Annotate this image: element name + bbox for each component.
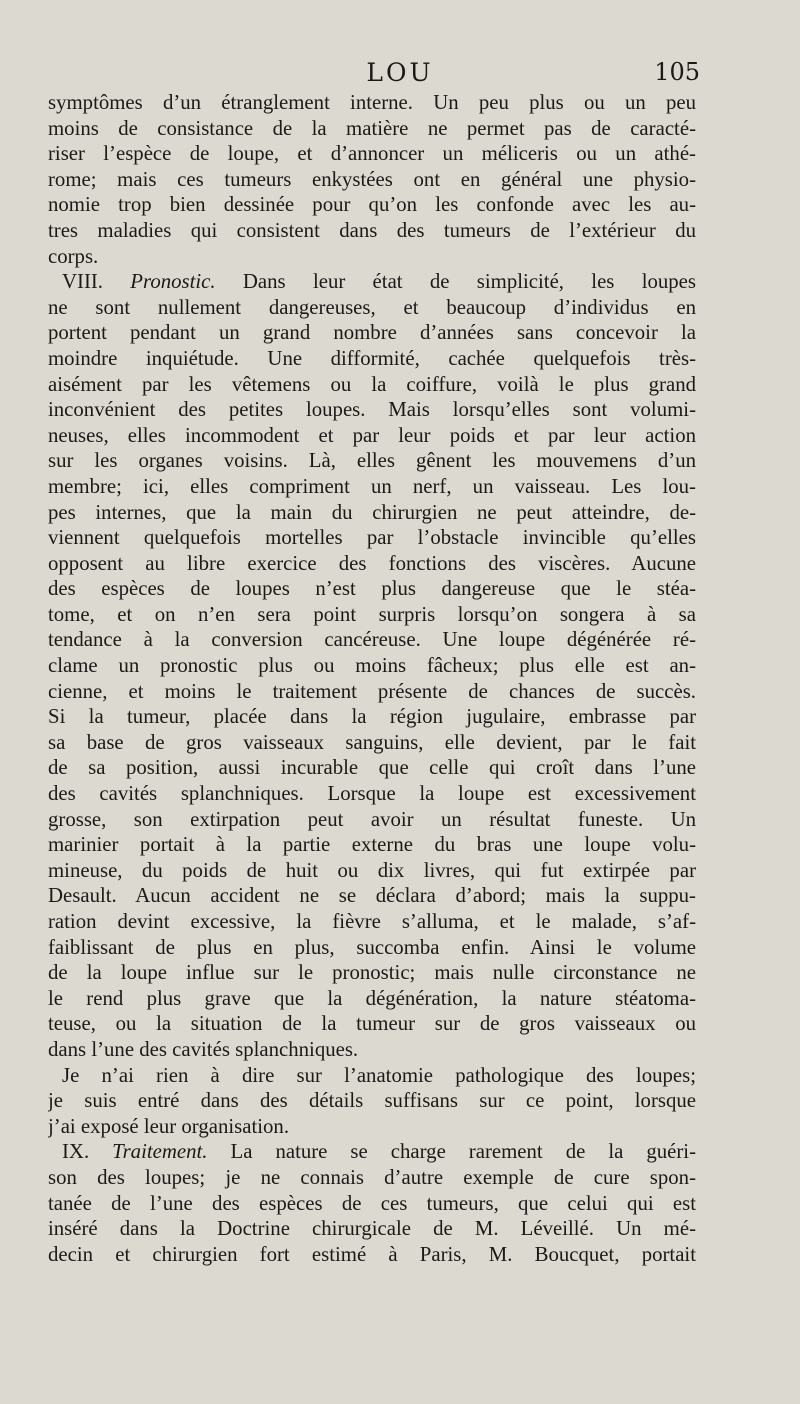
- text-line: faiblissant de plus en plus, succomba enfin. Ainsi le volume: [48, 935, 696, 959]
- text-line: teuse, ou la situation de la tumeur sur de gros vaisseaux ou: [48, 1012, 696, 1036]
- text-line: marinier portait à la partie externe du bras une loupe volu-: [48, 833, 696, 857]
- text-line: sur les organes voisins. Là, elles gênent les mouvemens d’un: [48, 449, 696, 473]
- text-line: Si la tumeur, placée dans la région jugulaire, embrasse par: [48, 705, 696, 729]
- section-heading-line: [48, 269, 696, 295]
- text-line: son des loupes; je ne connais d’autre exemple de cure spon-: [48, 1165, 696, 1189]
- text-fragment: Dans leur état de simplicité, les loupes: [242, 270, 696, 294]
- text-line: portent pendant un grand nombre d’années sans concevoir la: [48, 321, 696, 345]
- text-line: ration devint excessive, la fièvre s’alluma, et le malade, s’af-: [48, 910, 696, 933]
- text-line: de sa position, aussi incurable que celle qui croît dans l’une: [48, 756, 696, 780]
- text-line: des espèces de loupes n’est plus dangereuse que le stéa-: [48, 577, 696, 601]
- text-line: rome; mais ces tumeurs enkystées ont en général une physio-: [48, 167, 696, 191]
- text-line: mineuse, du poids de huit ou dix livres, qui fut extirpée par: [48, 858, 696, 882]
- text-line: tendance à la conversion cancéreuse. Une loupe dégénérée ré-: [48, 628, 696, 652]
- text-line: opposent au libre exercice des fonctions des viscères. Aucune: [48, 551, 696, 575]
- section-title: Traitement.: [112, 1140, 208, 1164]
- text-line: sa base de gros vaisseaux sanguins, elle devient, par le fait: [48, 730, 696, 754]
- text-line: corps.: [48, 244, 99, 268]
- section-number: VIII.: [62, 270, 103, 294]
- text-line: tanée de l’une des espèces de ces tumeurs, que celui qui est: [48, 1191, 696, 1215]
- text-line: moins de consistance de la matière ne permet pas de caracté-: [48, 116, 696, 140]
- text-line: Je n’ai rien à dire sur l’anatomie pathologique des loupes;: [62, 1063, 696, 1087]
- page-header: [0, 58, 800, 90]
- text-line: nomie trop bien dessinée pour qu’on les confonde avec les au-: [48, 193, 696, 217]
- section-traitement: [48, 1139, 696, 1267]
- text-line: de la loupe influe sur le pronostic; mais nulle circonstance ne: [48, 961, 696, 985]
- text-line: decin et chirurgien fort estimé à Paris, M. Boucquet, portait: [48, 1242, 696, 1266]
- text-line: membre; ici, elles compriment un nerf, un vaisseau. Les lou-: [48, 474, 696, 498]
- section-title: Pronostic.: [130, 270, 216, 294]
- text-line: ne sont nullement dangereuses, et beaucoup d’individus en: [48, 295, 696, 319]
- section-number: IX.: [62, 1140, 90, 1164]
- text-line: grosse, son extirpation peut avoir un résultat funeste. Un: [48, 807, 696, 831]
- text-line: Desault. Aucun accident ne se déclara d’abord; mais la suppu-: [48, 884, 696, 908]
- text-line: dans l’une des cavités splanchniques.: [48, 1037, 359, 1061]
- paragraph-anatomie: [48, 1063, 696, 1140]
- text-line: viennent quelquefois mortelles par l’obstacle invincible qu’elles: [48, 526, 696, 550]
- section-pronostic: [48, 269, 696, 1062]
- text-line: le rend plus grave que la dégénération, la nature stéatoma-: [48, 986, 696, 1010]
- text-line: riser l’espèce de loupe, et d’annoncer un méliceris ou un athé-: [48, 142, 696, 166]
- text-line: tome, et on n’en sera point surpris lorsqu’on songera à sa: [48, 602, 696, 626]
- text-line: je suis entré dans des détails suffisans sur ce point, lorsque: [48, 1089, 696, 1113]
- text-line: clame un pronostic plus ou moins fâcheux; plus elle est an-: [48, 654, 696, 678]
- text-line: inconvénient des petites loupes. Mais lorsqu’elles sont volumi-: [48, 398, 696, 422]
- text-line: pes internes, que la main du chirurgien ne peut atteindre, de-: [48, 500, 696, 524]
- text-line: moindre inquiétude. Une difformité, cachée quelquefois très-: [48, 346, 696, 370]
- section-heading-line: [48, 1139, 696, 1165]
- paragraph-continuation: [48, 90, 696, 269]
- text-line: inséré dans la Doctrine chirurgicale de M. Léveillé. Un mé-: [48, 1217, 696, 1241]
- text-line: cienne, et moins le traitement présente de chances de succès.: [48, 679, 696, 703]
- body-text: [48, 90, 696, 1267]
- text-fragment: La nature se charge rarement de la guéri-: [230, 1140, 696, 1164]
- text-line: j’ai exposé leur organisation.: [48, 1114, 290, 1138]
- text-line: aisément par les vêtemens ou la coiffure, voilà le plus grand: [48, 372, 696, 396]
- text-line: des cavités splanchniques. Lorsque la loupe est excessivement: [48, 782, 696, 806]
- text-line: symptômes d’un étranglement interne. Un peu plus ou un peu: [48, 91, 696, 114]
- page-number: 105: [654, 58, 700, 86]
- running-head: LOU: [366, 58, 434, 87]
- text-line: neuses, elles incommodent et par leur poids et par leur action: [48, 423, 696, 447]
- text-line: tres maladies qui consistent dans des tumeurs de l’extérieur du: [48, 218, 696, 242]
